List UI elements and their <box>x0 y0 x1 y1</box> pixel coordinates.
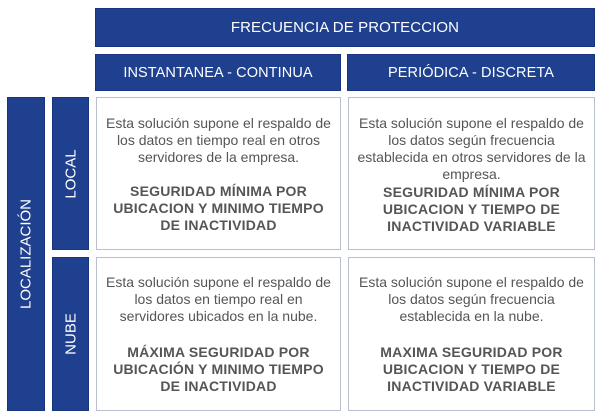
header-frecuencia-label: FRECUENCIA DE PROTECCION <box>230 19 460 36</box>
cell-emphasis: MAXIMA SEGURIDAD POR UBICACION Y TIEMPO DE INACTIVIDAD VARIABLE <box>380 344 563 394</box>
cell-local-periodica <box>348 97 595 250</box>
cell-local-instantanea <box>96 97 341 250</box>
cell-nube-instantanea <box>96 257 341 411</box>
cell-description: Esta solución supone el respaldo de los datos según frecuencia establecida en la nube. <box>359 274 584 324</box>
cell-emphasis: SEGURIDAD MÍNIMA POR UBICACION Y MINIMO TIEMPO DE INACTIVIDAD <box>113 183 324 233</box>
column-header-label: PERIÓDICA - DISCRETA <box>387 64 555 81</box>
row-header-label: LOCAL <box>62 148 79 199</box>
side-header-localizacion <box>7 97 45 411</box>
cell-description: Esta solución supone el respaldo de los datos en tiempo real en servidores ubicados en la nube. <box>106 274 331 324</box>
cell-description: Esta solución supone el respaldo de los datos en tiempo real en otros servidores de la empresa. <box>106 115 331 165</box>
cell-nube-periodica <box>348 257 595 411</box>
cell-emphasis: MÁXIMA SEGURIDAD POR UBICACIÓN Y MINIMO TIEMPO DE INACTIVIDAD <box>113 344 324 394</box>
column-header-label: INSTANTANEA - CONTINUA <box>123 64 313 81</box>
cell-description: Esta solución supone el respaldo de los datos según frecuencia establecida en otros servidores de la empresa. <box>357 115 586 182</box>
column-header-instantanea <box>95 54 341 91</box>
side-header-label: LOCALIZACIÓN <box>17 198 35 310</box>
row-header-local <box>52 97 89 250</box>
row-header-nube <box>52 257 89 411</box>
row-header-label: NUBE <box>62 313 79 355</box>
header-frecuencia <box>95 8 595 47</box>
column-header-periodica <box>347 54 595 91</box>
cell-emphasis: SEGURIDAD MÍNIMA POR UBICACION Y TIEMPO DE INACTIVIDAD VARIABLE <box>382 184 561 234</box>
